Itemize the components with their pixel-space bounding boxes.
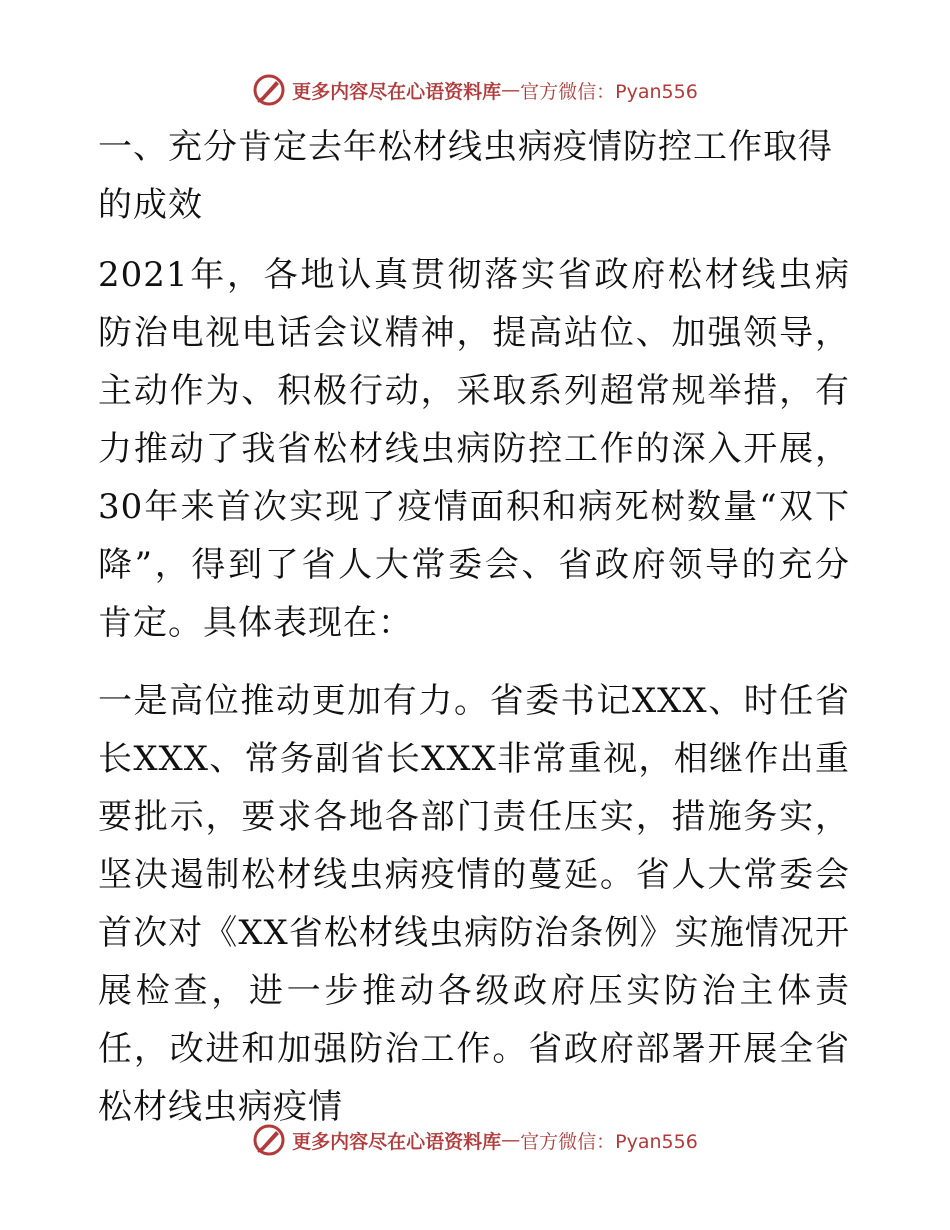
- watermark-brand: 更多内容尽在心语资料库: [292, 80, 502, 103]
- quill-pen-logo-icon: [252, 73, 286, 107]
- watermark-contact: 官方微信：Pyan556: [520, 80, 698, 103]
- paragraph-point-one: 一是高位推动更加有力。省委书记XXX、时任省长XXX、常务副省长XXX非常重视，相继作出重要批示，要求各地各部门责任压实，措施务实，坚决遏制松材线虫病疫情的蔓延。省人大常委会首次对《XX省松材线虫病防治条例》实施情况开展检查，进一步推动各级政府压实防治主体责任，改进和加强防治工作。省政府部署开展全省松材线虫病疫情: [98, 681, 850, 1127]
- watermark-brand: 更多内容尽在心语资料库: [292, 1130, 502, 1153]
- quill-pen-logo-icon: [252, 1123, 286, 1157]
- watermark-contact: 官方微信：Pyan556: [520, 1130, 698, 1153]
- watermark-banner-top: [0, 70, 950, 110]
- document-body: [98, 118, 850, 1156]
- watermark-banner-bottom: [0, 1120, 950, 1160]
- watermark-separator: —: [501, 79, 521, 101]
- section-heading: 一、充分肯定去年松材线虫病疫情防控工作取得的成效: [98, 127, 833, 225]
- watermark-separator: —: [501, 1129, 521, 1151]
- paragraph-summary: 2021年，各地认真贯彻落实省政府松材线虫病防治电视电话会议精神，提高站位、加强领导，主动作为、积极行动，采取系列超常规举措，有力推动了我省松材线虫病防控工作的深入开展，30年来首次实现了疫情面积和病死树数量“双下降”，得到了省人大常委会、省政府领导的充分肯定。具体表现在：: [98, 255, 850, 643]
